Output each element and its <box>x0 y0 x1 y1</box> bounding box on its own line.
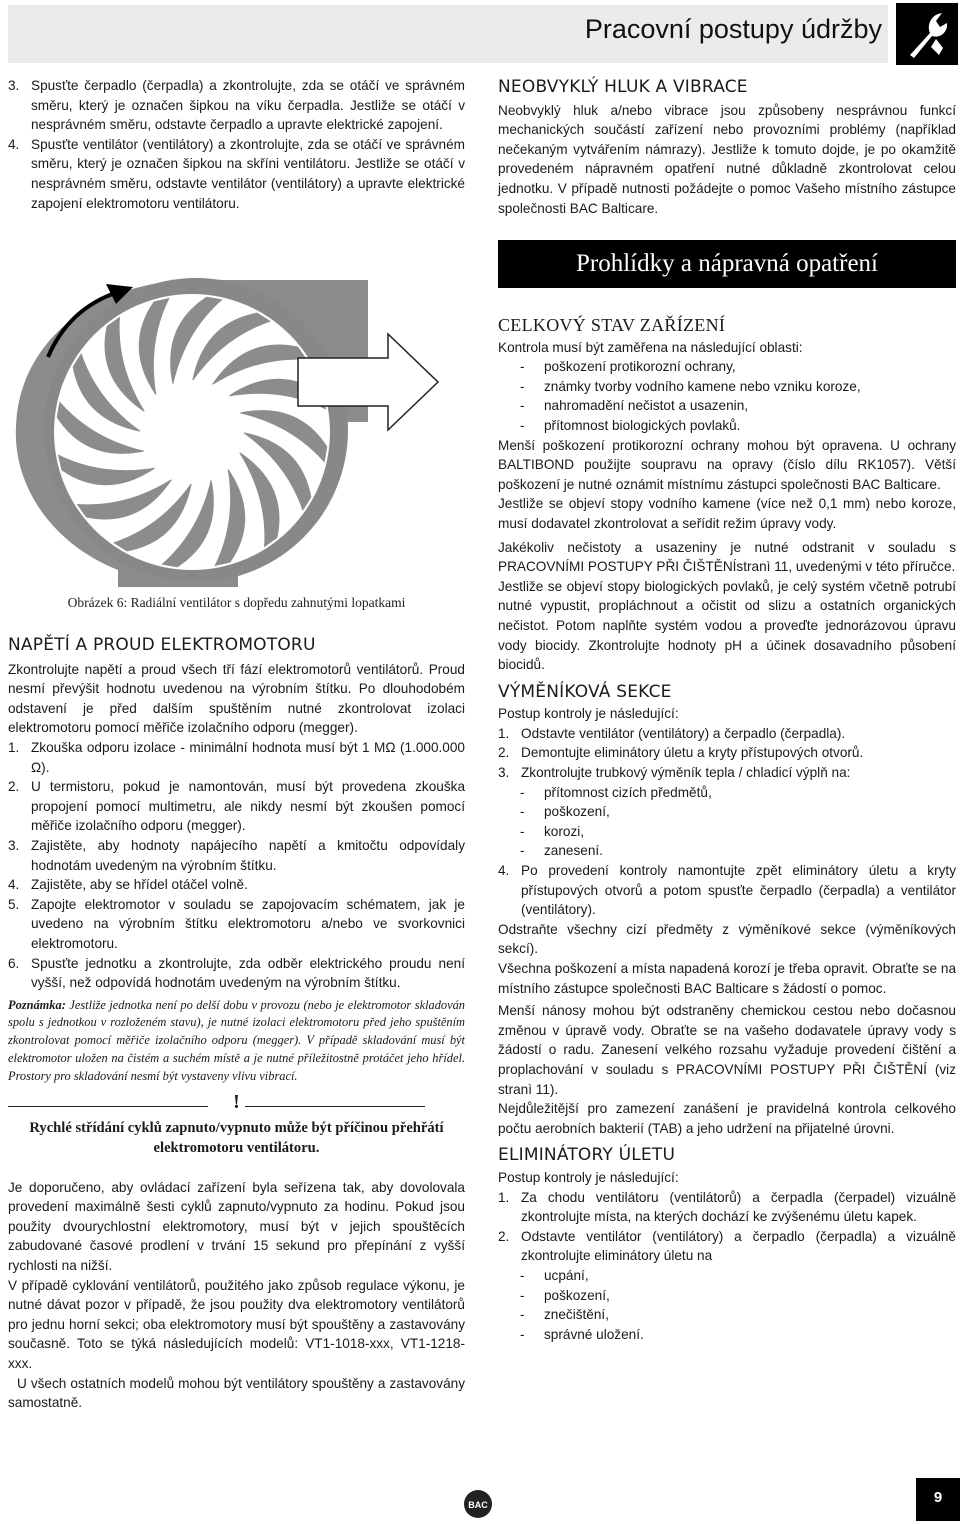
general-paragraph-3: Jakékoliv nečistoty a usazeniny je nutné odstranit v souladu s PRACOVNÍMI POSTUPY PŘI ČIŠTĚNÍstranì 11, uvedenými v této příručce. <box>498 539 956 575</box>
inspections-section <box>498 316 956 1344</box>
voltage-step: 4. Zajistěte, aby se hřídel otáčel volně. <box>8 877 248 893</box>
list-item: - poškození, <box>520 1287 610 1303</box>
warning-divider <box>8 1092 465 1112</box>
cycle-paragraph-1: Je doporučeno, aby ovládací zařízení byla seřízena tak, aby dovolovala provedení maximálně šesti cyklů zapnuto/vypnuto za hodinu. Pokud jsou použity dvourychlostní elektromotory, musí být v jejich spouštěcích zabudované časové prodlení v trvání 15 sekund pro přepínání z vyšší rychlosti na nižší. <box>8 1179 465 1274</box>
general-heading: CELKOVÝ STAV ZAŘÍZENÍ <box>498 315 726 335</box>
exchanger-paragraph-3: Menší nánosy mohou být odstraněny chemickou cestou nebo dočasnou změnou v úpravě vody. Obraťte se na vašeho dodavatele úpravy vody s žádostí o radu. Zanesení velkého rozsahu vyžaduje provedení čištění a proplachování v souladu s PRACOVNÍMI POSTUPY PŘI ČIŠTĚNÍ (viz stranì 11). <box>498 1003 956 1097</box>
intro-step-3: 3. Spusťte čerpadlo (čerpadla) a zkontrolujte, zda se otáčí ve správném směru, který je označen šipkou na víku čerpadla. Jestliže se otáčí v nesprávném směru, odstavte čerpadlo a upravte elektrické zapojení. <box>8 78 465 133</box>
note-text: Jestliže jednotka není po delší dobu v provozu (nebo je elektromotor skladován spolu s jednotkou v rozloženém stavu), je nutné izolaci elektromotoru před jeho spuštěním zkontrolovat pomocí měřiče izolačního odporu (megger). V případě skladování musí být elektromotor uložen na čistém a suchém místě a je nutné příležitostně protáčet jeho hřídel. Prostory pro skladování nesmí být vystaveny vlivu vibrací. <box>8 997 465 1083</box>
page-number: 9 <box>916 1478 960 1521</box>
noise-heading: NEOBVYKLÝ HLUK A VIBRACE <box>498 77 748 97</box>
warning-mark: ! <box>233 1090 240 1113</box>
general-paragraph-4: Jestliže se objeví stopy biologických povlaků, je celý systém včetně potrubí nutné vypustit, propláchnout a očistit od slizu a ostatních organických nečistot. Potom naplňte systém vodou a proveďte jednorázovou úpravu vody biocidy. Zkontrolujte hodnoty pH a účinek dosavadního působení biocidů. <box>498 578 956 673</box>
general-list <box>520 357 956 435</box>
exchanger-step: 4. Po provedení kontroly namontujte zpět eliminátory úletu a kryty přístupových otvorů a potom spusťte čerpadlo (čerpadla) a ventilátor (ventilátory). <box>498 863 956 918</box>
list-item: - znečištění, <box>520 1307 609 1323</box>
exchanger-step: 3. Zkontrolujte trubkový výměník tepla / chladicí výplň na: <box>498 765 851 781</box>
exchanger-paragraph-2: Všechna poškození a místa napadená korozí je třeba opravit. Obraťte se na místního zástupce společnosti BAC Balticare s žádostí o pomoc. <box>498 961 956 996</box>
list-item: - správné uložení. <box>520 1326 644 1342</box>
cycle-paragraph-2: V případě cyklování ventilátorů, použitého jako způsob regulace výkonu, je nutné dávat pozor v případě, že jsou použity dva elektromotory ventilátorů pro jednu horní sekci; oba elektromotory musí být spouštěny a zastavovány současně. Toto se týká následujících modelů: VT1-1018-xxx, VT1-1218-xxx. <box>8 1277 465 1372</box>
list-item: - přítomnost cizích předmětů, <box>520 784 712 800</box>
voltage-intro: Zkontrolujte napětí a proud všech tří fází elektromotorů ventilátorů. Proud nesmí převýšit hodnotu uvedenou na výrobním štítku. Po dlouhodobém odstavení je před dalším spuštěním nutné zkontrolovat izolaci elektromotoru pomocí měřiče izolačního odporu (megger). <box>8 661 465 736</box>
voltage-heading: NAPĚTÍ A PROUD ELEKTROMOTORU <box>8 635 316 655</box>
exchanger-step: 1. Odstavte ventilátor (ventilátory) a čerpadlo (čerpadla). <box>498 725 846 741</box>
list-item: - poškození, <box>520 804 610 820</box>
list-item: - poškození protikorozní ochrany, <box>520 359 736 375</box>
general-intro: Kontrola musí být zaměřena na následující oblasti: <box>498 339 803 355</box>
eliminator-heading: ELIMINÁTORY ÚLETU <box>498 1145 676 1166</box>
page-title: Pracovní postupy údržby <box>584 14 882 44</box>
bac-logo-icon <box>463 1489 493 1519</box>
exchanger-heading: VÝMĚNÍKOVÁ SEKCE <box>498 681 672 702</box>
intro-steps <box>8 76 465 213</box>
voltage-step: 5. Zapojte elektromotor v souladu se zapojovacím schématem, jak je uvedeno na výrobním štítku elektromotoru a/nebo ve svorkovnici elektromotoru. <box>8 896 465 951</box>
eliminator-intro: Postup kontroly je následující: <box>498 1169 679 1185</box>
figure-caption: Obrázek 6: Radiální ventilátor s dopředu zahnutými lopatkami <box>67 595 406 610</box>
cycle-paragraph-3: U všech ostatních modelů mohou být ventilátory spouštěny a zastavovány samostatně. <box>8 1375 465 1411</box>
voltage-step: 6. Spusťte jednotku a zkontrolujte, zda odběr elektrického proudu není vyšší, než odpovídá hodnotám uvedeným na výrobním štítku. <box>8 955 465 991</box>
list-item: - nahromadění nečistot a usazenin, <box>520 398 749 414</box>
list-item: - zanesení. <box>520 843 603 859</box>
eliminator-sublist <box>520 1266 956 1344</box>
note <box>8 997 465 1086</box>
exchanger-step: 2. Demontujte eliminátory úletu a kryty přístupových otvorů. <box>498 745 864 761</box>
general-paragraph-1: Menší poškození protikorozní ochrany mohou být opravena. U ochrany BALTIBOND použijte soupravu na opravy (číslo dílu RK1057). Větší poškození je nutné oznámit místnímu zástupci společnosti BAC Balticare. <box>498 437 956 492</box>
list-item: - ucpání, <box>520 1267 589 1283</box>
voltage-step: 3. Zajistěte, aby hodnoty napájecího napětí a kmitočtu odpovídaly hodnotám uvedeným na výrobním štítku. <box>8 837 465 873</box>
divider-line-right <box>245 1106 425 1107</box>
general-paragraph-2: Jestliže se objeví stopy vodního kamene (více než 0,1 mm) nebo koroze, musí dodavatel zkontrolovat a seřídit režim úpravy vody. <box>498 496 956 531</box>
warning-text: Rychlé střídání cyklů zapnuto/vypnuto může být příčinou přehřátí elektromotoru ventilátoru. <box>29 1119 444 1156</box>
radial-fan-figure <box>8 262 465 592</box>
voltage-step: 2. U termistoru, pokud je namontován, musí být provedena zkouška propojení pomocí multimetru, ale nikdy nesmí být zkoušen pomocí měřiče izolačního odporu (megger). <box>8 779 465 834</box>
exchanger-paragraph-1: Odstraňte všechny cizí předměty z výměníkové sekce (výměníkových sekcí). <box>498 921 956 957</box>
note-label: Poznámka: <box>8 997 66 1012</box>
noise-text: Neobvyklý hluk a/nebo vibrace jsou způsobeny nesprávnou funkcí mechanických součástí zařízení nebo provozními problémy (například nečekaným vytvářením námrazy). Jestliže k tomuto dojde, je po okamžitě provedeném nápravném opatření nutné důkladně zkontrolovat celou jednotku. V případě nutnosti požádejte o pomoc Vašeho místního zástupce společnosti BAC Balticare. <box>498 102 956 216</box>
intro-step-4: 4. Spusťte ventilátor (ventilátory) a zkontrolujte, zda se otáčí ve správném směru, který je označen šipkou na skříni ventilátoru. Jestliže se otáčí v nesprávném směru, odstavte ventilátor (ventilátory) a upravte elektrické zapojení elektromotoru ventilátoru. <box>8 136 465 211</box>
noise-section <box>498 78 956 218</box>
voltage-section <box>8 636 465 1413</box>
list-item: - korozi, <box>520 823 585 839</box>
exchanger-paragraph-4: Nejdůležitější pro zamezení zanášení je pravidelná kontrola celkového počtu aerobních bakterií (TAB) a jeho udržení na přijatelné úrovni. <box>498 1101 956 1136</box>
list-item: - přítomnost biologických povlaků. <box>520 417 741 433</box>
exchanger-sublist <box>520 783 956 861</box>
eliminator-step: 1. Za chodu ventilátoru (ventilátorů) a čerpadla (čerpadel) vizuálně zkontrolujte místa, na kterých dochází ke zvýšenému úletu kapek. <box>498 1189 956 1225</box>
wrench-hand-icon <box>896 3 958 65</box>
list-item: - známky tvorby vodního kamene nebo vzniku koroze, <box>520 378 861 394</box>
eliminator-step: 2. Odstavte ventilátor (ventilátory) a čerpadlo (čerpadla) a vizuálně zkontrolujte eliminátory úletu na <box>498 1228 956 1264</box>
exchanger-intro: Postup kontroly je následující: <box>498 706 679 722</box>
voltage-step: 1. Zkouška odporu izolace - minimální hodnota musí být 1 MΩ (1.000.000 Ω). <box>8 739 465 775</box>
inspections-banner: Prohlídky a nápravná opatření <box>498 240 956 288</box>
logo-text: BAC <box>468 1500 488 1510</box>
